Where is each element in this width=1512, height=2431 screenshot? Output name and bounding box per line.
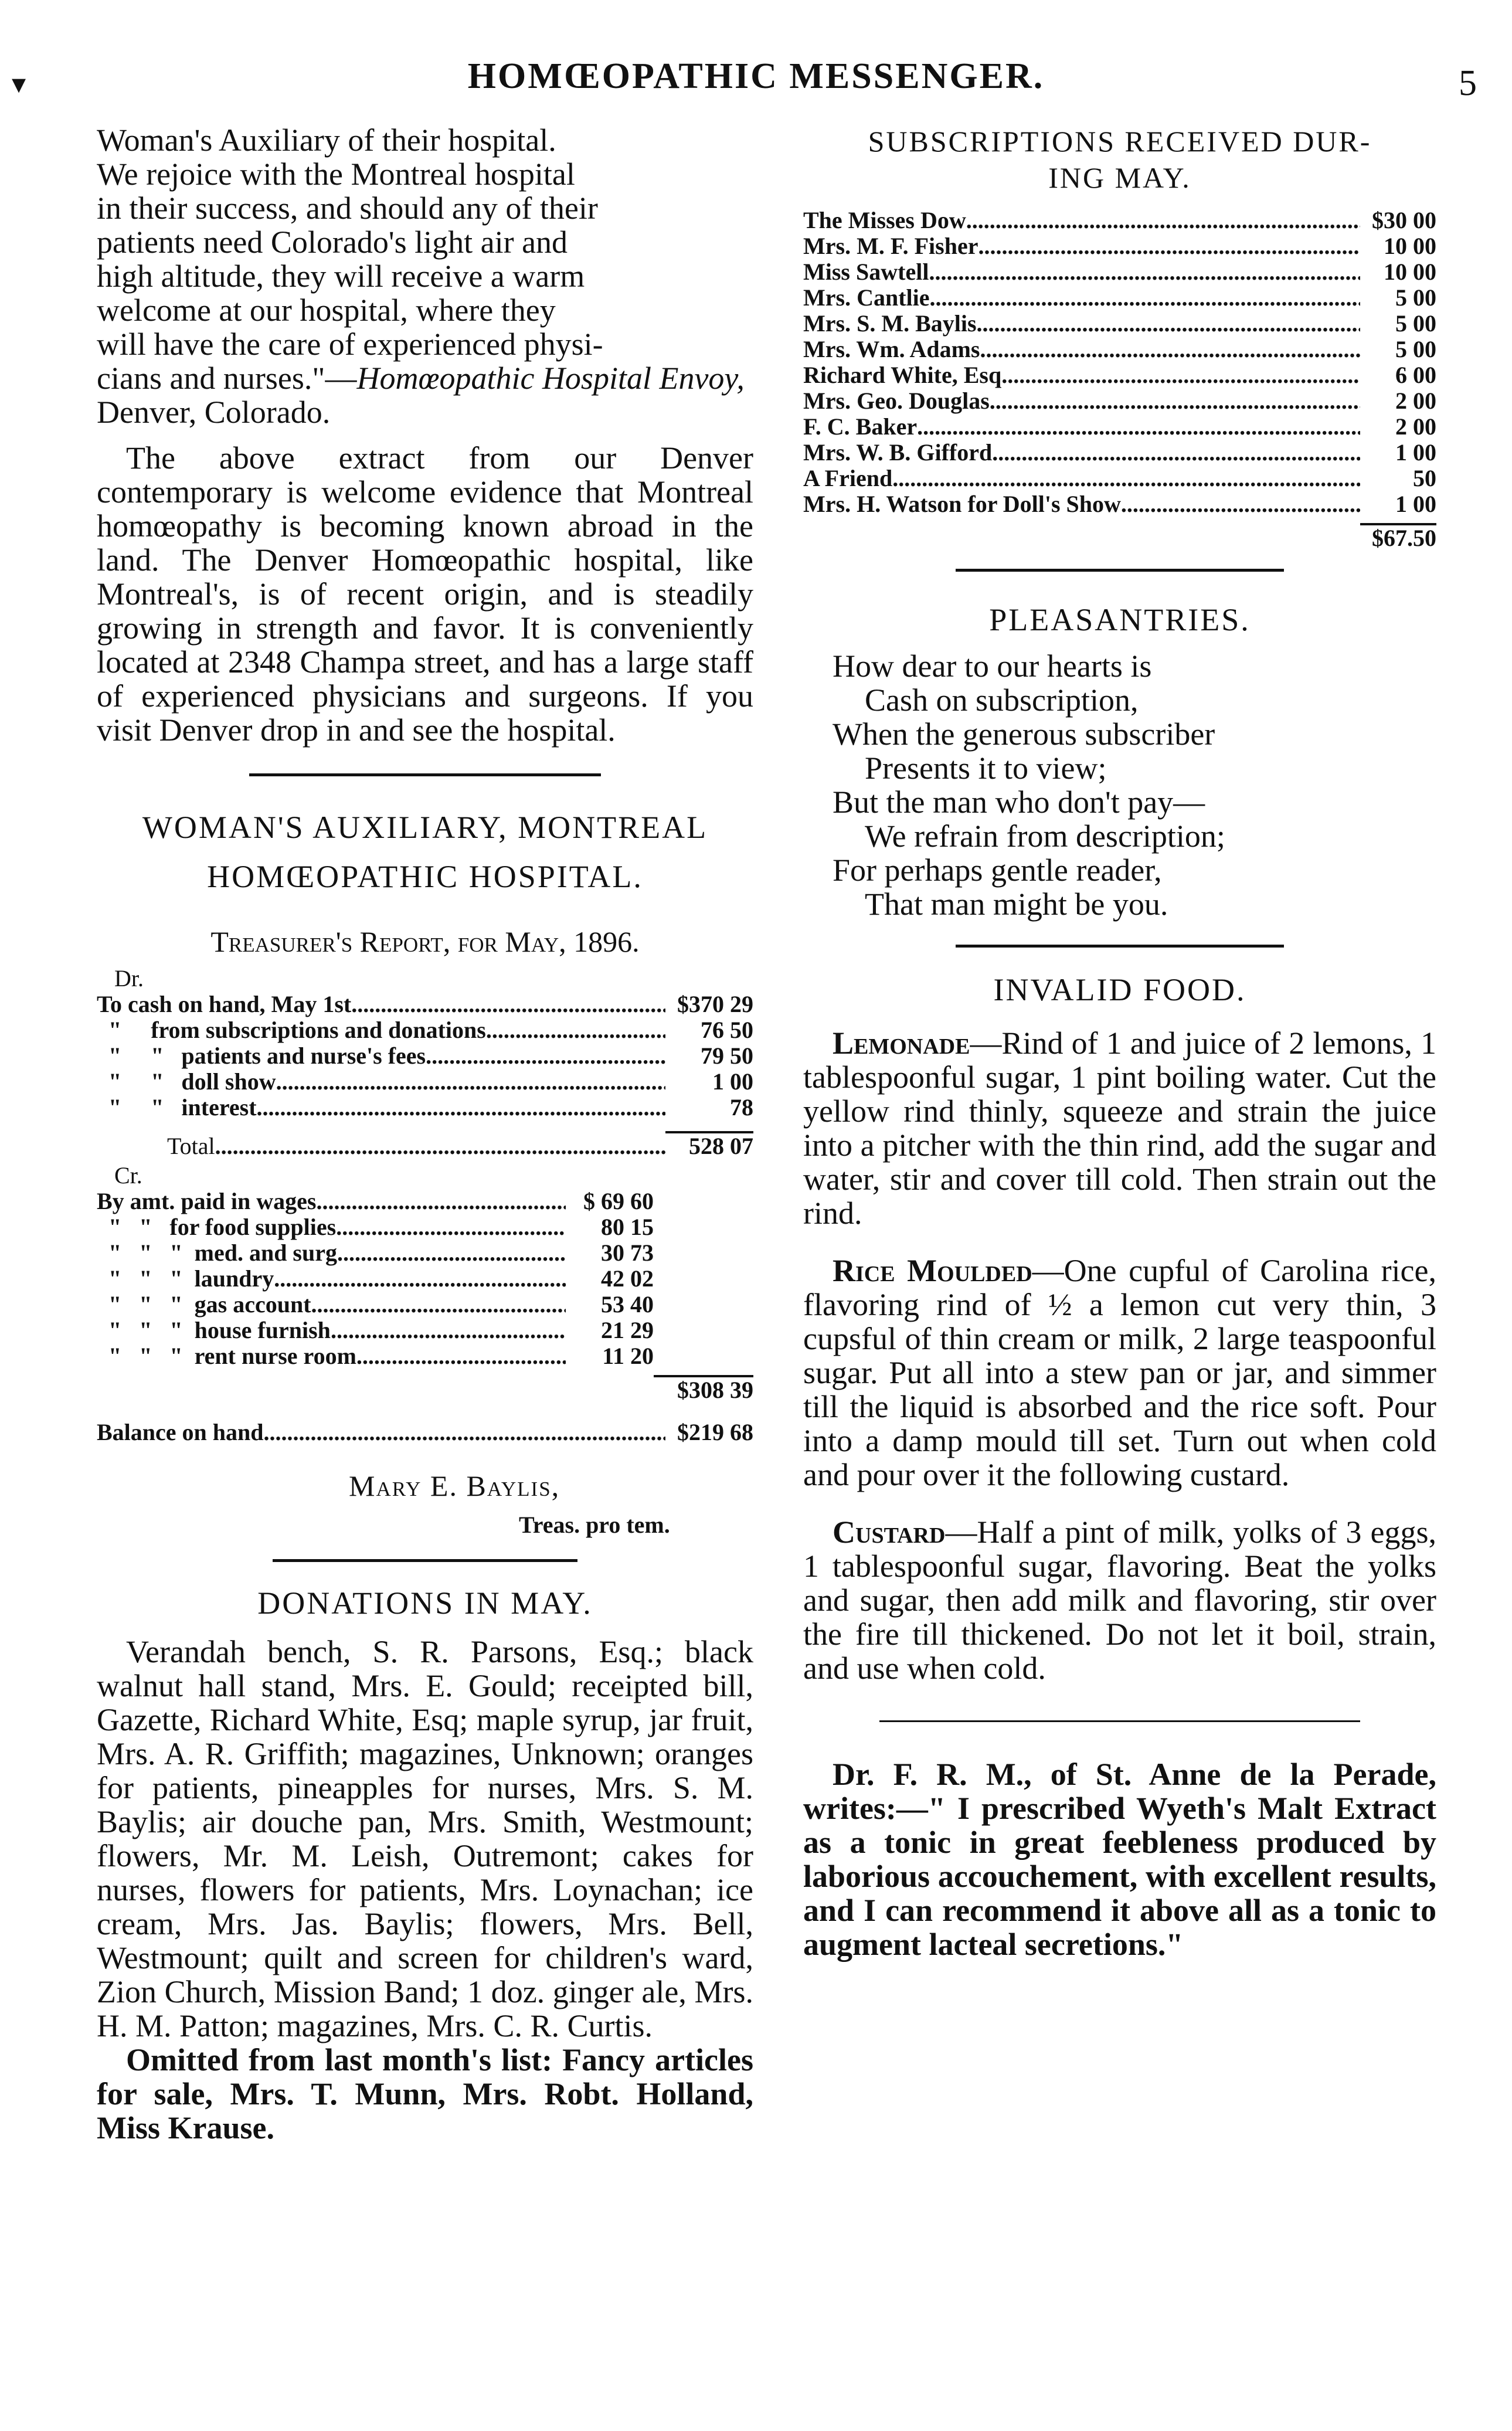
subscriptions-list (803, 208, 1436, 551)
extract-line: Woman's Auxiliary of their hospital. (97, 123, 556, 158)
ledger-label: To cash on hand, May 1st (97, 991, 352, 1017)
subscriber-name: Mrs. H. Watson for Doll's Show (803, 491, 1121, 517)
recipe-label: Rice Moulded (833, 1253, 1032, 1288)
report-title: Treasurer's Report, for May, 1896. (210, 925, 640, 958)
donations-heading: DONATIONS IN MAY. (257, 1585, 593, 1621)
subscription-row (803, 337, 1436, 362)
left-column (97, 123, 753, 2145)
testimonial (803, 1757, 1436, 1961)
poem-line: How dear to our hearts is (833, 649, 1152, 684)
ledger-label: " " " laundry (97, 1265, 274, 1292)
rice-recipe (803, 1254, 1436, 1492)
ledger-amount: 79 50 (701, 1043, 753, 1069)
subscription-amount: 10 00 (1384, 259, 1436, 285)
extract-line: We rejoice with the Montreal hospital (97, 157, 575, 192)
recipe-text: —One cupful of Carolina rice, flavoring rind of ½ a lemon cut very thin, 3 cupsful of thin cream or milk, 2 large teaspoonful sugar. Put all into a stew pan or jar, and simmer till the liquid is absorbed and the rice soft. Pour into a damp mould till set. Turn out when cold and pour over it the following custard. (803, 1253, 1436, 1492)
poem-line: When the generous subscriber (833, 717, 1215, 752)
subscriptions-heading: ING MAY. (1048, 161, 1191, 194)
ledger-row (97, 1069, 753, 1095)
testimonial-text: of St. Anne de la Perade, writes:—" I prescribed Wyeth's Malt Extract as a tonic in great feebleness produced by laborious accouchement, with excellent results, and I can recommend it above all as a tonic to augment lacteal secretions." (803, 1757, 1436, 1962)
ledger-row (97, 1043, 753, 1069)
ledger-label: " " patients and nurse's fees.... (97, 1043, 450, 1069)
dr-label: Dr. (114, 965, 144, 992)
extract-line: patients need Colorado's light air and (97, 225, 568, 260)
poem-line: Cash on subscription, (865, 683, 1139, 718)
subscription-row (803, 311, 1436, 337)
poem-line: For perhaps gentle reader, (833, 853, 1162, 888)
divider (879, 1720, 1360, 1722)
poem-line: But the man who don't pay— (833, 785, 1205, 820)
cr-label: Cr. (114, 1162, 142, 1189)
pleasantries-heading: PLEASANTRIES. (989, 602, 1251, 637)
recipe-label: Custard (833, 1515, 946, 1550)
page-header (0, 56, 1512, 108)
subscriptions-heading: SUBSCRIPTIONS RECEIVED DUR- (868, 125, 1372, 158)
subscriber-name: F. C. Baker (803, 413, 918, 440)
testimonial-author: Dr. F. R. M., (833, 1757, 1032, 1792)
subscription-amount: 2 00 (1395, 388, 1436, 414)
subscription-amount: 2 00 (1395, 413, 1436, 440)
subscriptions-total-row (803, 523, 1436, 551)
auxiliary-heading: WOMAN'S AUXILIARY, MONTREAL (142, 810, 708, 845)
subscriber-name: The Misses Dow (803, 207, 966, 233)
subscriber-name: Miss Sawtell (803, 259, 929, 285)
journal-title: HOMŒOPATHIC MESSENGER. (467, 56, 1045, 96)
ledger-total-amount: 528 07 (665, 1131, 753, 1159)
poem-line: We refrain from description; (865, 819, 1225, 854)
ledger-amount: 1 00 (712, 1068, 753, 1095)
subscriber-name: Mrs. W. B. Gifford (803, 439, 993, 466)
extract-line: in their success, and should any of their (97, 191, 598, 226)
subscription-row (803, 414, 1436, 440)
pleasantries-poem (803, 649, 1436, 921)
ledger-row (97, 1343, 654, 1369)
ledger-amount: 11 20 (602, 1343, 654, 1369)
divider (249, 773, 601, 776)
extract-source-place: Denver, Colorado. (97, 395, 331, 430)
subscriber-name: A Friend (803, 465, 893, 491)
custard-recipe (803, 1515, 1436, 1685)
ledger-label: " " " rent nurse room (97, 1343, 356, 1369)
subscription-amount: 50 (1413, 465, 1436, 491)
page-number: 5 (1459, 63, 1477, 103)
balance-row (97, 1420, 753, 1445)
subscriber-name: Mrs. Cantlie (803, 284, 930, 311)
ledger-label: " " doll show (97, 1068, 276, 1095)
extract-line: high altitude, they will receive a warm (97, 259, 585, 294)
ledger-label: " " interest (97, 1094, 257, 1121)
recipe-text: —Half a pint of milk, yolks of 3 eggs, 1 tablespoonful sugar, flavoring. Beat the yolks and sugar, then add milk and flavoring, stir over the fire till thickened. Do not let it boil, strain, and use when cold. (803, 1515, 1436, 1686)
ledger-label: " " for food supplies (97, 1214, 337, 1240)
ledger-label: " from subscriptions and donations. (97, 1017, 492, 1043)
ledger-label: " " " house furnish (97, 1317, 331, 1343)
subscription-row (803, 362, 1436, 388)
poem-line: Presents it to view; (865, 751, 1107, 786)
subscription-row (803, 208, 1436, 233)
editorial-comment: The above extract from our Denver contemporary is welcome evidence that Montreal homœopathy is becoming known abroad in the land. The Denver Homœopathic hospital, like Montreal's, is of recent origin, and is steadily growing in strength and favor. It is conveniently located at 2348 Champa street, and has a large staff of experienced physicians and surgeons. If you visit Denver drop in and see the hospital. (97, 440, 753, 748)
ledger-total-label: Total (167, 1133, 215, 1159)
ledger-row (97, 1292, 654, 1318)
recipe-label: Lemonade (833, 1026, 970, 1061)
ledger-amount: 30 73 (601, 1240, 654, 1266)
subscription-amount: 1 00 (1395, 491, 1436, 517)
ledger-amount: 76 50 (701, 1017, 753, 1043)
subscription-amount: 5 00 (1395, 284, 1436, 311)
auxiliary-heading: HOMŒOPATHIC HOSPITAL. (207, 859, 643, 894)
subscriber-name: Mrs. S. M. Baylis (803, 310, 977, 337)
divider (956, 569, 1284, 572)
credits-block (97, 1189, 753, 1369)
ledger-row (97, 1189, 654, 1214)
subscription-amount: $30 00 (1372, 207, 1436, 233)
invalid-food-heading: INVALID FOOD. (993, 972, 1246, 1007)
ledger-row (97, 1017, 753, 1043)
ledger-amount: $ 69 60 (583, 1188, 654, 1214)
ledger-row (97, 992, 753, 1017)
ledger-label: By amt. paid in wages (97, 1188, 317, 1214)
subscriber-name: Mrs. Geo. Douglas (803, 388, 990, 414)
ledger-row (97, 1240, 654, 1266)
ledger-amount: 21 29 (601, 1317, 654, 1343)
subscription-amount: 6 00 (1395, 362, 1436, 388)
donations-list: Verandah bench, S. R. Parsons, Esq.; black walnut hall stand, Mrs. E. Gould; receipted bill, Gazette, Richard White, Esq; maple syrup, jar fruit, Mrs. A. R. Griffith; magazines, Unknown; oranges for patients, pineapples for nurses, Mrs. S. M. Baylis; air douche pan, Mrs. Smith, Westmount; flowers, Mr. M. Leish, Outremont; cakes for nurses, flowers for patients, Mrs. Loynachan; ice cream, Mrs. Jas. Baylis; flowers, Mrs. Bell, Westmount; quilt and screen for children's ward, Zion Church, Mission Band; 1 doz. ginger ale, Mrs. H. M. Patton; magazines, Mrs. C. R. Curtis. (97, 1634, 753, 2043)
extract-line: will have the care of experienced physi- (97, 327, 603, 362)
ledger-amount: 78 (730, 1094, 753, 1121)
balance-amount: $219 68 (677, 1419, 753, 1445)
subscription-row (803, 388, 1436, 414)
poem-line: That man might be you. (865, 887, 1168, 922)
treasurer-title: Treas. pro tem. (519, 1512, 670, 1538)
omitted-note: Omitted from last month's list: Fancy articles for sale, Mrs. T. Munn, Mrs. Robt. Holland, Miss Krause. (97, 2042, 753, 2145)
balance-label: Balance on hand (97, 1419, 264, 1445)
ledger-row (97, 1266, 654, 1292)
ledger-label: " " " med. and surg (97, 1240, 337, 1266)
subscription-amount: 10 00 (1384, 233, 1436, 259)
subscriber-name: Richard White, Esq (803, 362, 1002, 388)
subscription-amount: 5 00 (1395, 336, 1436, 362)
ledger-row (97, 1095, 753, 1121)
ledger-amount: 80 15 (601, 1214, 654, 1240)
ledger-row (97, 1318, 654, 1343)
ledger-row (97, 1214, 654, 1240)
extract-line: welcome at our hospital, where they (97, 293, 556, 328)
ledger-label: " " " gas account (97, 1291, 311, 1318)
lemonade-recipe (803, 1026, 1436, 1230)
treasurer-signature: Mary E. Baylis, (349, 1469, 560, 1502)
right-column (803, 123, 1436, 1961)
subscription-amount: 1 00 (1395, 439, 1436, 466)
subscription-amount: 5 00 (1395, 310, 1436, 337)
extract-source: Homœopathic Hospital Envoy, (356, 361, 745, 396)
ledger-amount: $370 29 (677, 991, 753, 1017)
treasurer-ledger (97, 966, 753, 1445)
ledger-amount: 53 40 (601, 1291, 654, 1318)
subscriber-name: Mrs. M. F. Fisher (803, 233, 978, 259)
recipe-text: —Rind of 1 and juice of 2 lemons, 1 tablespoonful sugar, 1 pint boiling water. Cut the yellow rind thinly, squeeze and strain the juice into a pitcher with the thin rind, add the sugar and water, stir and cover till cold. Then strain out the rind. (803, 1026, 1436, 1231)
subscription-row (803, 259, 1436, 285)
ledger-amount: 42 02 (601, 1265, 654, 1292)
subscriptions-total: $67.50 (1360, 523, 1436, 551)
extract-line: cians and nurses."— (97, 361, 357, 396)
subscription-row (803, 233, 1436, 259)
divider (956, 945, 1284, 948)
divider (273, 1559, 577, 1562)
credits-total-row (97, 1375, 753, 1403)
credits-total: $308 39 (654, 1375, 753, 1403)
subscription-row (803, 491, 1436, 517)
subscription-row (803, 285, 1436, 311)
subscriber-name: Mrs. Wm. Adams (803, 336, 980, 362)
corner-mark-icon: ▾ (12, 69, 26, 100)
subscription-row (803, 466, 1436, 491)
hospital-extract (97, 123, 753, 429)
subscription-row (803, 440, 1436, 466)
ledger-total-row (97, 1131, 753, 1159)
